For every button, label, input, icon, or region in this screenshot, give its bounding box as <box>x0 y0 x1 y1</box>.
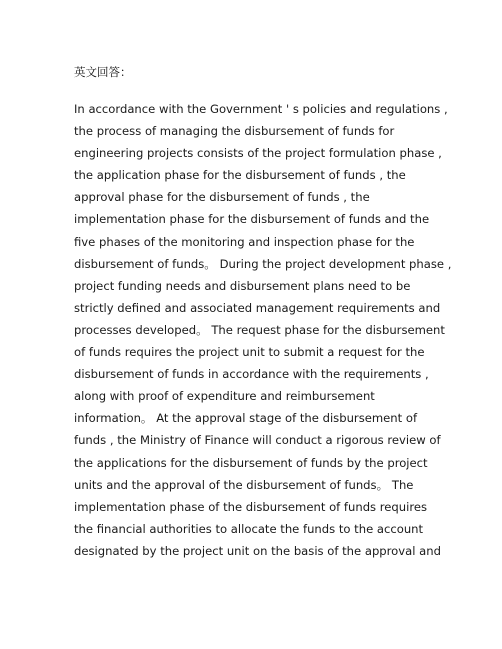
text-line: funds , the Ministry of Finance will conduct a rigorous review of <box>74 433 441 448</box>
text-line: approval phase for the disbursement of funds , the <box>74 190 370 205</box>
text-line: information。 At the approval stage of the disbursement of <box>74 411 418 426</box>
text-line: designated by the project unit on the basis of the approval and <box>74 543 441 558</box>
text-line: In accordance with the Government ' s policies and regulations , <box>74 102 448 116</box>
text-line: five phases of the monitoring and inspection phase for the <box>74 234 415 249</box>
answer-heading: 英文回答： <box>74 65 132 79</box>
text-line: of funds requires the project unit to submit a request for the <box>74 345 425 360</box>
text-line: units and the approval of the disbursement of funds。 The <box>74 477 414 492</box>
text-line: disbursement of funds。 During the project development phase , <box>74 256 452 271</box>
text-line: the financial authorities to allocate the funds to the account <box>74 521 424 536</box>
text-line: engineering projects consists of the project formulation phase , <box>74 146 442 161</box>
text-line: project funding needs and disbursement plans need to be <box>74 278 411 293</box>
text-line: strictly defined and associated management requirements and <box>74 300 441 315</box>
text-line: along with proof of expenditure and reimbursement <box>74 389 375 404</box>
text-line: the process of managing the disbursement of funds for <box>74 124 395 139</box>
text-line: disbursement of funds in accordance with the requirements , <box>74 367 429 382</box>
text-line: processes developed。 The request phase for the disbursement <box>74 322 445 337</box>
body-paragraph <box>74 98 451 562</box>
text-line: implementation phase for the disbursement of funds and the <box>74 212 430 227</box>
text-line: the application phase for the disbursement of funds , the <box>74 168 406 183</box>
text-line: implementation phase of the disbursement of funds requires <box>74 499 428 514</box>
text-line: the applications for the disbursement of funds by the project <box>74 455 428 470</box>
